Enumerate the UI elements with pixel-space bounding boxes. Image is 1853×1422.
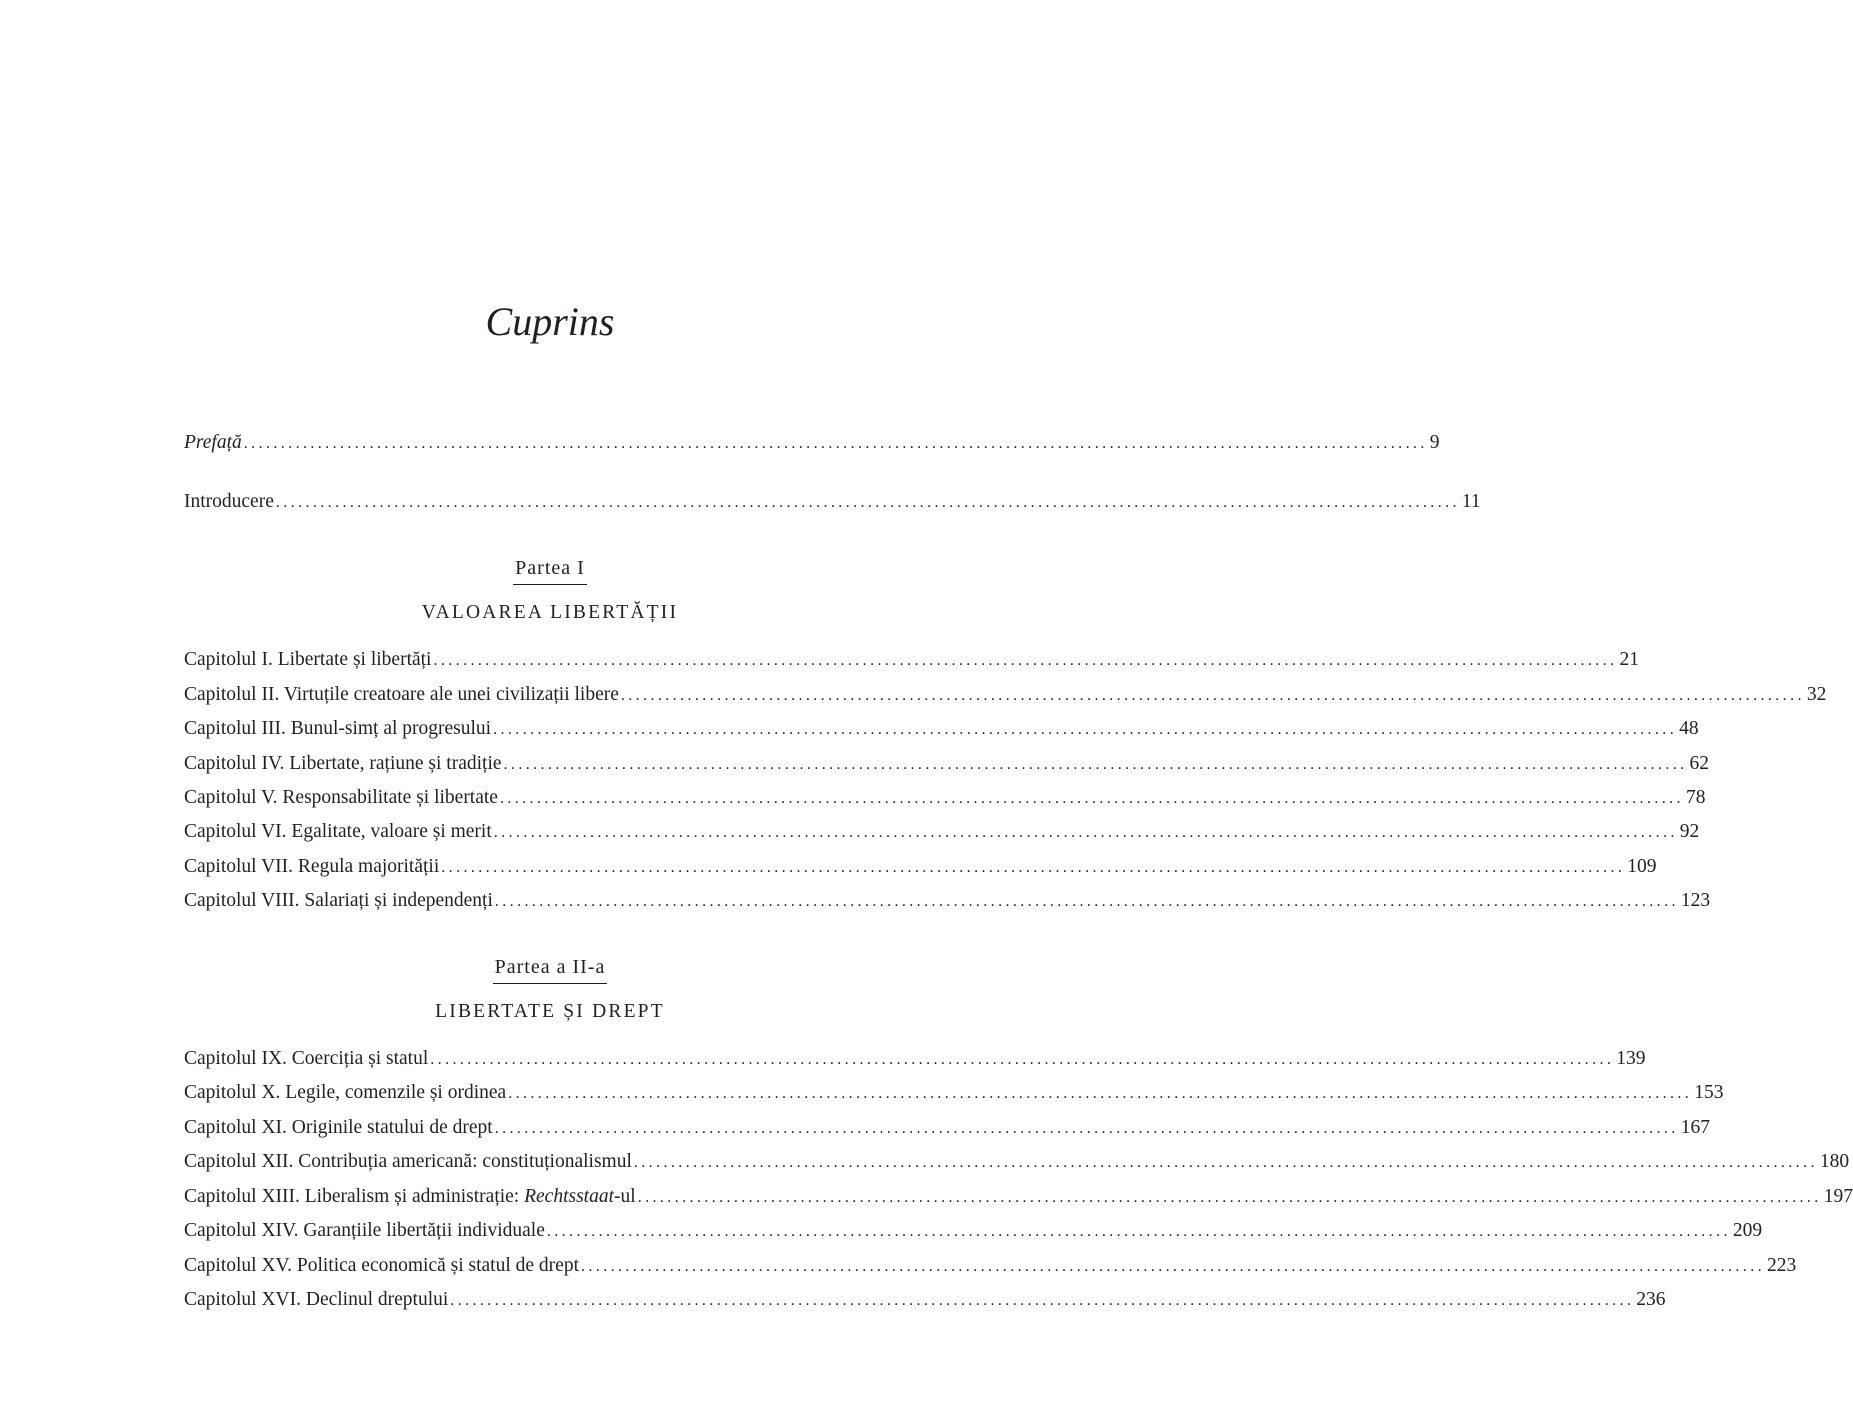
toc-entry-chapter-2[interactable] [184,682,1827,708]
toc-entry-label: Capitolul III. Bunul-simț al progresului [184,718,492,739]
toc-entry-label: Capitolul V. Responsabilitate și libertate [184,787,498,808]
toc-entry-label: Capitolul VIII. Salariați și independenți [184,890,493,911]
toc-entry-label: Capitolul VI. Egalitate, valoare și merit [184,821,492,842]
toc-entry-chapter-13[interactable] [184,1184,1853,1210]
dot-leader: ................................................................................................................................................................ [546,1223,1731,1240]
toc-entry-preface[interactable] [184,430,1440,456]
toc-entry-chapter-1[interactable] [184,647,1639,673]
part-1-title: VALOAREA LIBERTĂȚII [421,602,679,623]
toc-entry-chapter-14[interactable] [184,1218,1763,1244]
toc-entry-label: Capitolul I. Libertate și libertăți [184,649,432,670]
dot-leader: ................................................................................................................................................................ [493,824,1678,841]
toc-entry-label: Capitolul XV. Politica economică și statul de drept [184,1255,579,1276]
toc-entry-page: 62 [1689,753,1710,774]
dot-leader: ................................................................................................................................................................ [633,1154,1818,1171]
toc-entry-chapter-7[interactable] [184,854,1657,880]
toc-entry-label: Prefață [184,432,242,453]
dot-leader: ................................................................................................................................................................ [494,1120,1679,1137]
dot-leader: ................................................................................................................................................................ [503,756,1688,773]
toc-entry-page: 139 [1616,1048,1646,1069]
toc-entry-label: Capitolul IV. Libertate, rațiune și tradiție [184,753,502,774]
dot-leader: ................................................................................................................................................................ [441,859,1626,876]
toc-entry-page: 92 [1679,821,1700,842]
dot-leader: ................................................................................................................................................................ [493,721,1678,738]
dot-leader: ................................................................................................................................................................ [508,1085,1693,1102]
toc-entry-chapter-9[interactable] [184,1046,1646,1072]
toc-entry-label: Capitolul IX. Coerciția și statul [184,1048,429,1069]
toc-entry-chapter-15[interactable] [184,1253,1797,1279]
toc-entry-page: 32 [1806,684,1827,705]
toc-entry-chapter-12[interactable] [184,1149,1850,1175]
toc-entry-chapter-6[interactable] [184,819,1700,845]
toc-entry-label: Capitolul VII. Regula majorității [184,856,440,877]
toc-entry-page: 21 [1619,649,1639,670]
toc-entry-page: 223 [1767,1255,1797,1276]
toc-entry-page: 109 [1627,856,1657,877]
page-title: Cuprins [485,299,615,344]
toc-entry-chapter-11[interactable] [184,1115,1710,1141]
dot-leader: ................................................................................................................................................................ [450,1292,1635,1309]
toc-entry-chapter-4[interactable] [184,751,1710,777]
toc-entry-page: 236 [1636,1289,1666,1310]
dot-leader: ................................................................................................................................................................ [433,652,1618,669]
dot-leader: ................................................................................................................................................................ [620,687,1805,704]
dot-leader: ................................................................................................................................................................ [430,1051,1615,1068]
toc-entry-page: 197 [1823,1186,1853,1207]
toc-entry-chapter-3[interactable] [184,716,1699,742]
toc-entry-page: 78 [1685,787,1706,808]
toc-entry-page: 167 [1680,1117,1710,1138]
dot-leader: ................................................................................................................................................................ [243,435,1428,452]
part-2-title: LIBERTATE ȘI DREPT [435,1001,665,1022]
toc-entry-chapter-16[interactable] [184,1287,1666,1313]
toc-entry-chapter-5[interactable] [184,785,1706,811]
toc-entry-label: Capitolul XIII. Liberalism și administrație: Rechtsstaat-ul [184,1186,636,1207]
toc-entry-page: 123 [1680,890,1711,911]
toc-entry-chapter-8[interactable] [184,888,1711,914]
toc-entry-label: Capitolul XVI. Declinul dreptului [184,1289,449,1310]
toc-entry-label: Capitolul XIV. Garanțiile libertății individuale [184,1220,545,1241]
dot-leader: ................................................................................................................................................................ [499,790,1684,807]
part-2-label: Partea a II-a [0,954,1100,984]
toc-entry-page: 209 [1732,1220,1763,1241]
toc-entry-label: Capitolul XI. Originile statului de drept [184,1117,493,1138]
toc-entry-page: 11 [1461,491,1481,512]
toc-entry-label: Capitolul XII. Contribuția americană: constituționalismul [184,1151,632,1172]
dot-leader: ................................................................................................................................................................ [637,1189,1822,1206]
toc-entry-page: 48 [1679,718,1699,739]
toc-entry-chapter-10[interactable] [184,1080,1724,1106]
toc-entry-label: Capitolul II. Virtuțile creatoare ale unei civilizații libere [184,684,619,705]
dot-leader: ................................................................................................................................................................ [275,494,1460,511]
toc-entry-label: Capitolul X. Legile, comenzile și ordinea [184,1082,507,1103]
toc-entry-page: 153 [1694,1082,1724,1103]
toc-entry-introduction[interactable] [184,489,1481,515]
toc-entry-page: 9 [1429,432,1440,453]
dot-leader: ................................................................................................................................................................ [581,1258,1765,1275]
part-1-label: Partea I [0,555,1100,585]
toc-entry-label: Introducere [184,491,274,512]
dot-leader: ................................................................................................................................................................ [494,893,1679,910]
toc-entry-page: 180 [1819,1151,1850,1172]
